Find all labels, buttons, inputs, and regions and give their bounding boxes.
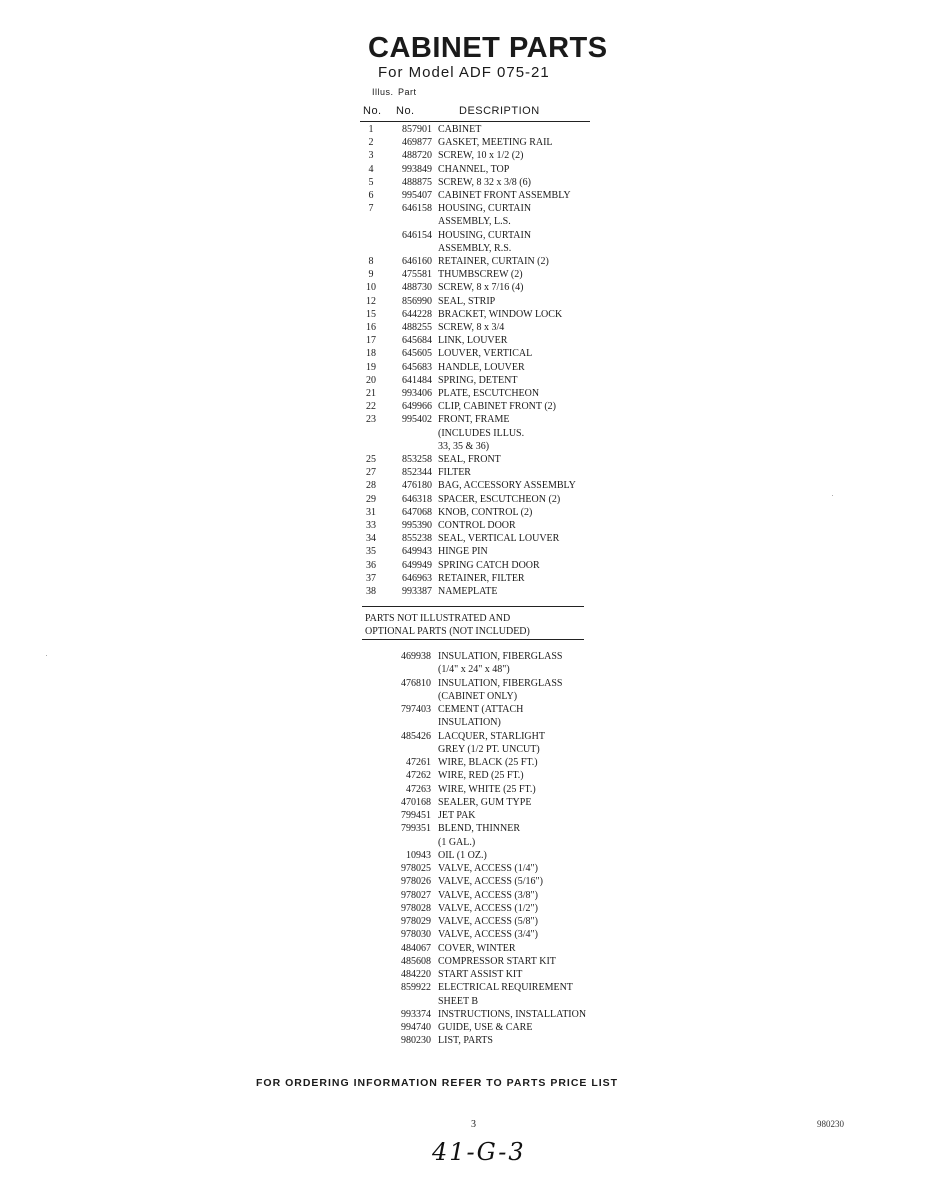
part-description: CLIP, CABINET FRONT (2) (438, 401, 556, 413)
part-description: LINK, LOUVER (438, 335, 508, 347)
optional-parts-heading: PARTS NOT ILLUSTRATED AND OPTIONAL PARTS (NOT INCLUDED) (365, 613, 530, 637)
illus-number: 28 (366, 480, 376, 492)
part-description: GUIDE, USE & CARE (438, 1022, 533, 1033)
part-number: 649966 (402, 401, 432, 413)
part-description: SEAL, STRIP (438, 295, 496, 307)
part-number: 469938 (401, 651, 431, 662)
illus-number: 17 (366, 335, 376, 347)
part-number: 995402 (402, 414, 432, 426)
part-number: 484067 (401, 942, 431, 954)
handwritten-annotation: 41-G-3 (432, 1138, 526, 1166)
part-description: HANDLE, LOUVER (438, 361, 525, 373)
part-number: 485608 (401, 955, 431, 967)
part-description: HOUSING, CURTAIN (438, 229, 532, 241)
part-description: ASSEMBLY, R.S. (438, 242, 512, 254)
part-description: GASKET, MEETING RAIL (438, 137, 553, 149)
illus-number: 23 (366, 414, 376, 426)
illus-number: 31 (366, 506, 376, 518)
part-description: SPRING, DETENT (438, 374, 518, 386)
part-number: 993849 (402, 163, 432, 175)
part-description: VALVE, ACCESS (1/2") (438, 902, 538, 914)
part-description: LOUVER, VERTICAL (438, 348, 533, 360)
part-description: SHEET B (438, 995, 479, 1007)
part-description: THUMBSCREW (2) (438, 269, 523, 281)
part-description: ELECTRICAL REQUIREMENT (438, 982, 573, 994)
part-description: WIRE, WHITE (25 FT.) (438, 783, 536, 795)
page-title: CABINET PARTS (368, 32, 608, 64)
part-description: (1 GAL.) (438, 836, 476, 848)
scan-speck (46, 655, 47, 656)
part-number: 488875 (402, 176, 432, 188)
part-description: CONTROL DOOR (438, 520, 516, 531)
part-description: SCREW, 8 x 3/4 (438, 322, 505, 333)
part-description: VALVE, ACCESS (5/16") (438, 876, 543, 888)
part-number: 469877 (402, 137, 432, 149)
column-header-part: Part (398, 87, 417, 97)
part-number: 488255 (402, 322, 432, 333)
illus-number: 1 (368, 124, 374, 135)
part-description: 33, 35 & 36) (438, 440, 490, 452)
part-number: 641484 (402, 374, 432, 386)
part-number: 853258 (402, 454, 432, 465)
page-subtitle: For Model ADF 075-21 (378, 64, 550, 81)
column-header-part-no: No. (396, 105, 415, 117)
part-number: 978030 (401, 929, 431, 941)
part-number: 47261 (406, 757, 431, 768)
part-description: OIL (1 OZ.) (438, 849, 487, 861)
illus-number: 16 (366, 322, 376, 333)
part-description: JET PAK (438, 810, 476, 821)
part-description: CHANNEL, TOP (438, 163, 510, 175)
part-number: 993387 (402, 586, 432, 597)
part-number: 859922 (401, 982, 431, 994)
illus-number: 22 (366, 401, 376, 413)
part-description: INSULATION, FIBERGLASS (438, 651, 563, 662)
illus-number: 35 (366, 546, 376, 558)
part-description: PLATE, ESCUTCHEON (438, 388, 540, 399)
part-description: BAG, ACCESSORY ASSEMBLY (438, 480, 576, 492)
part-number: 978025 (401, 863, 431, 874)
part-number: 993374 (401, 1008, 431, 1020)
part-number: 978028 (401, 902, 431, 914)
part-description: INSULATION, FIBERGLASS (438, 677, 563, 689)
part-number: 852344 (402, 467, 432, 479)
part-description: KNOB, CONTROL (2) (438, 506, 533, 518)
part-description: (INCLUDES ILLUS. (438, 427, 525, 439)
part-description: COMPRESSOR START KIT (438, 955, 556, 967)
part-number: 646160 (402, 256, 432, 267)
illus-number: 37 (366, 572, 376, 584)
part-number: 978026 (401, 876, 431, 888)
illus-number: 27 (366, 467, 376, 479)
part-description: SEAL, FRONT (438, 454, 501, 465)
illus-number: 7 (368, 203, 374, 215)
part-description: SCREW, 10 x 1/2 (2) (438, 150, 524, 162)
part-number: 488730 (402, 282, 432, 294)
illus-number: 21 (366, 388, 376, 399)
illus-number: 10 (366, 282, 376, 294)
part-number: 646154 (402, 229, 432, 241)
part-number: 10943 (406, 849, 431, 861)
header-rule (360, 121, 590, 122)
part-number: 484220 (401, 969, 431, 980)
part-number: 476180 (402, 480, 432, 492)
column-header-illus: Illus. (372, 87, 394, 97)
part-description: SCREW, 8 32 x 3/8 (6) (438, 176, 531, 188)
illus-number: 3 (368, 150, 374, 162)
part-number: 797403 (401, 704, 431, 715)
column-header-illus-no: No. (363, 105, 382, 117)
part-number: 645683 (402, 361, 432, 373)
part-description: COVER, WINTER (438, 942, 516, 954)
part-number: 856990 (402, 295, 432, 307)
illus-number: 15 (366, 308, 376, 320)
illus-number: 9 (368, 269, 374, 281)
illus-number: 8 (368, 256, 374, 267)
part-number: 475581 (402, 269, 432, 281)
part-description: RETAINER, CURTAIN (2) (438, 256, 549, 267)
part-number: 649949 (402, 559, 432, 571)
part-description: VALVE, ACCESS (5/8") (438, 916, 538, 927)
illus-number: 6 (368, 190, 374, 201)
part-number: 646318 (402, 493, 432, 505)
illus-number: 36 (366, 559, 376, 571)
illus-number: 34 (366, 533, 376, 545)
part-description: SCREW, 8 x 7/16 (4) (438, 282, 524, 294)
part-number: 47263 (406, 783, 431, 795)
illus-number: 25 (366, 454, 376, 465)
part-description: VALVE, ACCESS (1/4") (438, 863, 538, 874)
part-description: RETAINER, FILTER (438, 572, 525, 584)
part-description: HINGE PIN (438, 546, 488, 558)
page-number: 3 (471, 1119, 476, 1130)
part-description: BRACKET, WINDOW LOCK (438, 308, 563, 320)
part-description: VALVE, ACCESS (3/8") (438, 889, 538, 901)
part-description: NAMEPLATE (438, 586, 498, 597)
document-code: 980230 (817, 1119, 844, 1129)
part-number: 993406 (402, 388, 432, 399)
part-number: 649943 (402, 546, 432, 558)
part-description: CEMENT (ATTACH (438, 704, 524, 715)
part-description: START ASSIST KIT (438, 969, 523, 980)
part-number: 799451 (401, 810, 431, 821)
part-number: 980230 (401, 1035, 431, 1047)
part-number: 470168 (401, 796, 431, 808)
illus-number: 33 (366, 520, 376, 531)
part-description: WIRE, BLACK (25 FT.) (438, 757, 538, 768)
part-number: 994740 (401, 1022, 431, 1033)
part-number: 645684 (402, 335, 432, 347)
part-number: 978029 (401, 916, 431, 927)
part-number: 995407 (402, 190, 432, 201)
illus-number: 4 (368, 163, 374, 175)
part-description: INSULATION) (438, 717, 501, 729)
part-description: (CABINET ONLY) (438, 690, 518, 702)
illus-number: 19 (366, 361, 376, 373)
part-description: SPACER, ESCUTCHEON (2) (438, 493, 561, 505)
part-description: HOUSING, CURTAIN (438, 203, 532, 215)
part-description: SEALER, GUM TYPE (438, 796, 532, 808)
part-number: 644228 (402, 308, 432, 320)
column-header-description: DESCRIPTION (459, 105, 540, 117)
illus-number: 5 (368, 176, 374, 188)
illus-number: 2 (368, 137, 374, 149)
illus-number: 12 (366, 295, 376, 307)
part-description: CABINET (438, 124, 482, 135)
part-description: GREY (1/2 PT. UNCUT) (438, 743, 540, 755)
part-description: FRONT, FRAME (438, 414, 510, 426)
part-description: VALVE, ACCESS (3/4") (438, 929, 538, 941)
part-number: 645605 (402, 348, 432, 360)
part-number: 646963 (402, 572, 432, 584)
part-number: 476810 (401, 677, 431, 689)
part-description: BLEND, THINNER (438, 823, 521, 835)
part-number: 646158 (402, 203, 432, 215)
part-description: CABINET FRONT ASSEMBLY (438, 190, 571, 201)
part-description: LIST, PARTS (438, 1035, 493, 1047)
part-number: 799351 (401, 823, 431, 835)
part-number: 995390 (402, 520, 432, 531)
illus-number: 20 (366, 374, 376, 386)
part-number: 47262 (406, 770, 431, 782)
illus-number: 29 (366, 493, 376, 505)
part-description: ASSEMBLY, L.S. (438, 216, 511, 228)
optional-heading-rule (362, 639, 584, 640)
illus-number: 38 (366, 586, 376, 597)
part-number: 855238 (402, 533, 432, 545)
part-description: FILTER (438, 467, 471, 479)
part-description: LACQUER, STARLIGHT (438, 730, 545, 742)
part-description: SPRING CATCH DOOR (438, 559, 540, 571)
part-description: INSTRUCTIONS, INSTALLATION (438, 1008, 587, 1020)
part-description: SEAL, VERTICAL LOUVER (438, 533, 560, 545)
ordering-note: FOR ORDERING INFORMATION REFER TO PARTS PRICE LIST (256, 1077, 619, 1089)
part-number: 485426 (401, 730, 431, 742)
part-number: 978027 (401, 889, 431, 901)
part-description: (1/4" x 24" x 48") (438, 664, 510, 676)
part-number: 857901 (402, 124, 432, 135)
part-number: 488720 (402, 150, 432, 162)
part-number: 647068 (402, 506, 432, 518)
section-divider (362, 606, 584, 607)
illus-number: 18 (366, 348, 376, 360)
part-description: WIRE, RED (25 FT.) (438, 770, 524, 782)
scan-speck (832, 495, 833, 496)
